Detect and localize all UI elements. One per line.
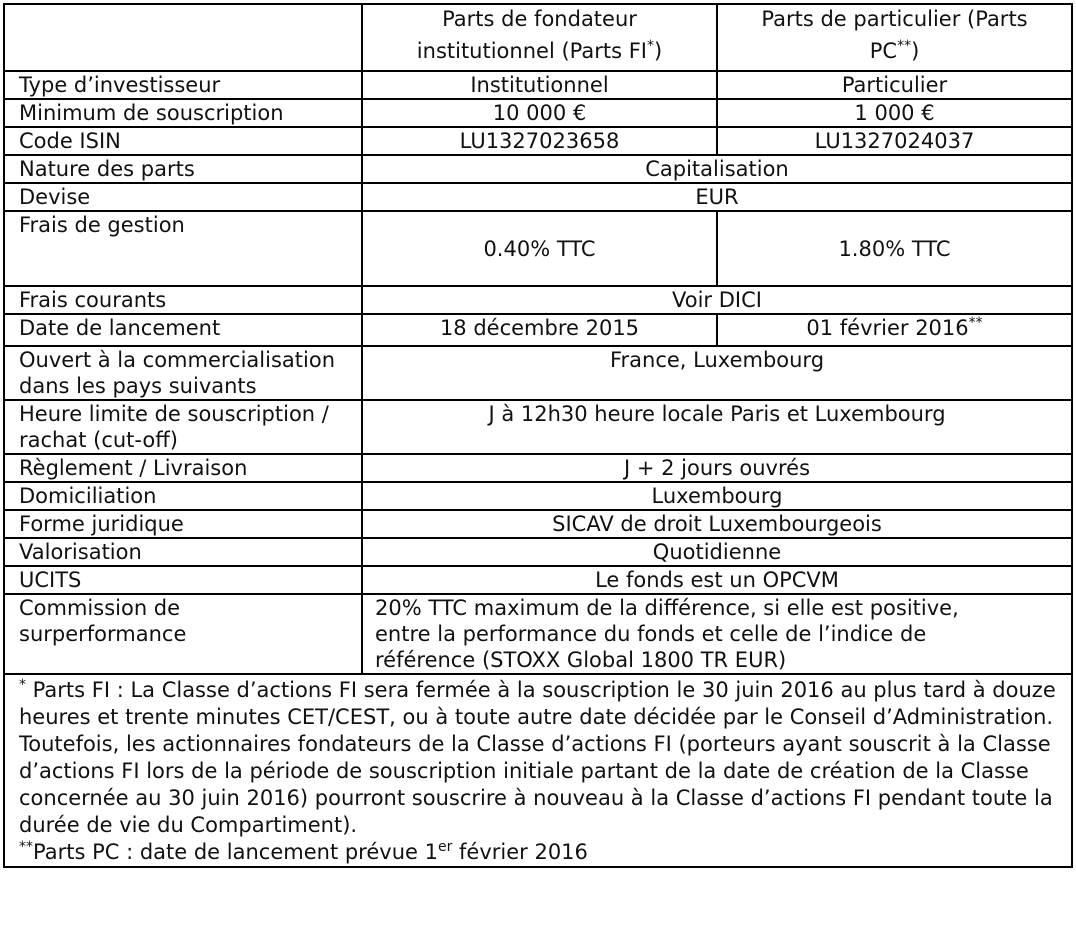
header-parts-pc <box>717 4 1072 71</box>
label-frais-courants: Frais courants <box>4 286 362 314</box>
label-type-investisseur: Type d’investisseur <box>4 71 362 99</box>
label-nature: Nature des parts <box>4 155 362 183</box>
fi-type-investisseur: Institutionnel <box>362 71 717 99</box>
row-minimum <box>4 99 1072 127</box>
pc-isin: LU1327024037 <box>717 127 1072 155</box>
footnote-fi-text: Parts FI : La Classe d’actions FI sera fermée à la souscription le 30 juin 2016 au plus tard à douze heures et trente minutes CET/CEST, ou à toute autre date décidée par le Conseil d’Administration. Toutefois, les actionnaires fondateurs de la Classe d’actions FI (porteurs ayant souscrit à la Classe d’actions FI lors de la période de souscription initiale partant de la date de création de la Classe concernée au 30 juin 2016) pourront souscrire à nouveau à la Classe d’actions FI pendant toute la durée de vie du Compartiment). <box>19 678 1056 837</box>
footnote-pc-sup: er <box>437 839 453 855</box>
header-pc-line2-wrap <box>722 38 1067 64</box>
header-pc-line1: Parts de particulier (Parts <box>761 7 1028 31</box>
row-frais-courants <box>4 286 1072 314</box>
row-date-lancement <box>4 314 1072 346</box>
label-minimum: Minimum de souscription <box>4 99 362 127</box>
header-empty-cell <box>4 4 362 71</box>
pc-type-investisseur: Particulier <box>717 71 1072 99</box>
value-valorisation: Quotidienne <box>362 538 1072 566</box>
label-isin: Code ISIN <box>4 127 362 155</box>
header-fi-close: ) <box>654 39 663 63</box>
row-type-investisseur <box>4 71 1072 99</box>
row-domiciliation <box>4 482 1072 510</box>
pc-frais-gestion: 1.80% TTC <box>717 211 1072 286</box>
label-valorisation: Valorisation <box>4 538 362 566</box>
label-ouvert-line2: dans les pays suivants <box>19 374 257 398</box>
value-domiciliation: Luxembourg <box>362 482 1072 510</box>
value-commission-line3: référence (STOXX Global 1800 TR EUR) <box>375 648 787 672</box>
label-forme: Forme juridique <box>4 510 362 538</box>
header-pc-line2: PC <box>869 39 898 63</box>
value-heure-limite: J à 12h30 heure locale Paris et Luxembourg <box>362 400 1072 454</box>
document <box>3 3 1073 868</box>
fund-characteristics-table <box>3 3 1073 868</box>
footnotes <box>4 674 1072 867</box>
label-commission <box>4 594 362 674</box>
fi-minimum: 10 000 € <box>362 99 717 127</box>
pc-minimum: 1 000 € <box>717 99 1072 127</box>
value-ouvert: France, Luxembourg <box>362 346 1072 400</box>
row-heure-limite <box>4 400 1072 454</box>
value-commission <box>362 594 1072 674</box>
footnote-fi-mark: * <box>19 677 26 693</box>
header-fi-mark: * <box>647 38 654 54</box>
pc-date-lancement-cell <box>717 314 1072 346</box>
label-ouvert <box>4 346 362 400</box>
row-notes <box>4 674 1072 867</box>
value-commission-line1: 20% TTC maximum de la différence, si elle est positive, <box>375 596 959 620</box>
fi-date-lancement: 18 décembre 2015 <box>362 314 717 346</box>
header-row <box>4 4 1072 71</box>
label-reglement: Règlement / Livraison <box>4 454 362 482</box>
label-commission-line1: Commission de <box>19 596 181 620</box>
value-ucits: Le fonds est un OPCVM <box>362 566 1072 594</box>
header-parts-fi <box>362 4 717 71</box>
footnote-pc-text: Parts PC : date de lancement prévue 1 <box>33 840 438 864</box>
row-ouvert <box>4 346 1072 400</box>
header-fi-line2: institutionnel (Parts FI <box>416 39 647 63</box>
row-valorisation <box>4 538 1072 566</box>
label-frais-gestion: Frais de gestion <box>4 211 362 286</box>
footnote-pc <box>19 839 1067 866</box>
pc-date-lancement: 01 février 2016 <box>806 316 969 340</box>
label-ouvert-line1: Ouvert à la commercialisation <box>19 348 336 372</box>
label-date-lancement: Date de lancement <box>4 314 362 346</box>
footnote-pc-tail: février 2016 <box>452 840 588 864</box>
value-nature: Capitalisation <box>362 155 1072 183</box>
label-commission-line2: surperformance <box>19 622 187 646</box>
label-ucits: UCITS <box>4 566 362 594</box>
footnote-pc-mark: ** <box>19 839 33 855</box>
label-heure-limite-line1: Heure limite de souscription / <box>19 402 329 426</box>
footnote-fi <box>19 677 1067 839</box>
label-devise: Devise <box>4 183 362 211</box>
row-ucits <box>4 566 1072 594</box>
value-frais-courants: Voir DICI <box>362 286 1072 314</box>
header-fi-line1: Parts de fondateur <box>442 7 637 31</box>
label-heure-limite-line2: rachat (cut-off) <box>19 428 178 452</box>
row-isin <box>4 127 1072 155</box>
header-pc-close: ) <box>911 39 920 63</box>
value-devise: EUR <box>362 183 1072 211</box>
row-devise <box>4 183 1072 211</box>
row-forme <box>4 510 1072 538</box>
row-frais-gestion <box>4 211 1072 286</box>
pc-date-lancement-mark: ** <box>968 315 983 331</box>
fi-frais-gestion: 0.40% TTC <box>362 211 717 286</box>
label-heure-limite <box>4 400 362 454</box>
label-domiciliation: Domiciliation <box>4 482 362 510</box>
header-fi-line2-wrap <box>367 38 712 64</box>
value-reglement: J + 2 jours ouvrés <box>362 454 1072 482</box>
row-reglement <box>4 454 1072 482</box>
value-commission-line2: entre la performance du fonds et celle de l’indice de <box>375 622 927 646</box>
row-nature <box>4 155 1072 183</box>
fi-isin: LU1327023658 <box>362 127 717 155</box>
row-commission <box>4 594 1072 674</box>
header-pc-mark: ** <box>897 38 912 54</box>
value-forme: SICAV de droit Luxembourgeois <box>362 510 1072 538</box>
